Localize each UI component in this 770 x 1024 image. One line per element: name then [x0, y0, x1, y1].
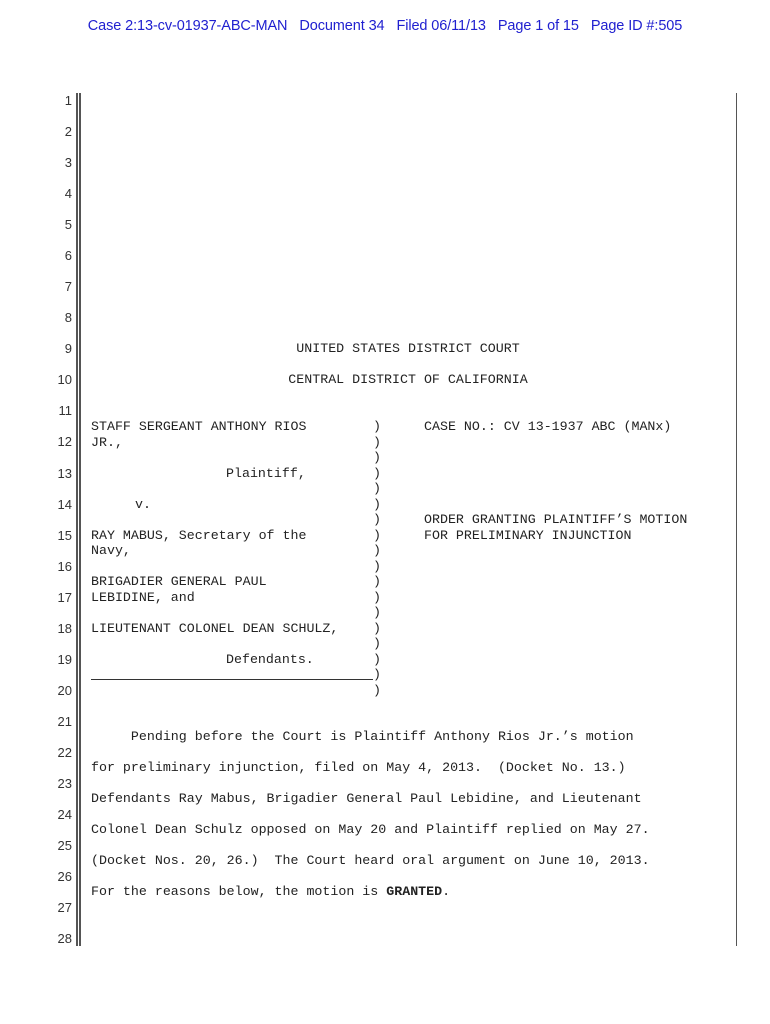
line-number: 18: [57, 621, 72, 636]
court-name: UNITED STATES DISTRICT COURT: [296, 341, 520, 356]
order-title-line-1: ORDER GRANTING PLAINTIFF’S MOTION: [424, 512, 688, 527]
plaintiff-label: Plaintiff,: [226, 466, 306, 481]
case-header: [0, 18, 770, 34]
line-number: 10: [57, 372, 72, 387]
defendant-1-line-1: RAY MABUS, Secretary of the: [91, 528, 307, 543]
caption-paren: ): [373, 589, 381, 605]
line-number: 27: [57, 900, 72, 915]
page-id: Page ID #:505: [590, 18, 683, 34]
court-district: CENTRAL DISTRICT OF CALIFORNIA: [288, 372, 528, 387]
case-number-caption: CASE NO.: CV 13-1937 ABC (MANx): [424, 419, 672, 434]
caption-paren: ): [373, 651, 381, 667]
plaintiff-name-line-2: JR.,: [91, 435, 123, 450]
caption-paren: ): [373, 636, 381, 651]
defendant-2-line-2: LEBIDINE, and: [91, 590, 195, 605]
defendant-1-line-2: Navy,: [91, 543, 131, 558]
caption-paren: ): [373, 512, 381, 527]
caption-paren: ): [373, 496, 381, 512]
line-number: 19: [57, 652, 72, 667]
line-number: 13: [57, 466, 72, 481]
body-line-4: Colonel Dean Schulz opposed on May 20 and Plaintiff replied on May 27.: [91, 822, 650, 837]
defendant-3: LIEUTENANT COLONEL DEAN SCHULZ,: [91, 621, 339, 636]
line-number: 26: [57, 869, 72, 884]
line-number: 15: [57, 528, 72, 543]
plaintiff-name-line-1: STAFF SERGEANT ANTHONY RIOS: [91, 419, 307, 434]
line-number: 4: [64, 186, 72, 201]
page-count: Page 1 of 15: [497, 18, 579, 34]
line-number: 3: [64, 155, 72, 170]
document-number: Document 34: [299, 18, 385, 34]
line-number: 8: [64, 310, 72, 325]
caption-paren: ): [373, 574, 381, 589]
line-number: 14: [57, 497, 72, 512]
caption-paren: ): [373, 667, 381, 682]
body-line-6-text: For the reasons below, the motion is: [91, 884, 387, 899]
caption-paren: ): [373, 558, 381, 574]
left-margin-rule: [76, 93, 78, 946]
line-number: 2: [64, 124, 72, 139]
caption-paren: ): [373, 682, 381, 698]
caption-underline: [91, 679, 373, 680]
line-number: 7: [64, 279, 72, 294]
line-number: 20: [57, 683, 72, 698]
caption-paren: ): [373, 419, 381, 434]
line-number: 12: [57, 434, 72, 449]
line-number: 5: [64, 217, 72, 232]
caption-paren: ): [373, 465, 381, 481]
caption-paren: ): [373, 605, 381, 620]
line-number: 23: [57, 776, 72, 791]
line-number: 21: [57, 714, 72, 729]
line-number: 11: [58, 403, 72, 418]
line-number: 6: [64, 248, 72, 263]
left-margin-rule-inner: [79, 93, 81, 946]
body-line-6: [91, 884, 450, 899]
caption-paren: ): [373, 620, 381, 636]
body-line-1: Pending before the Court is Plaintiff Anthony Rios Jr.’s motion: [91, 729, 634, 744]
defendant-2-line-1: BRIGADIER GENERAL PAUL: [91, 574, 267, 589]
line-number: 9: [64, 341, 72, 356]
line-number: 17: [57, 590, 72, 605]
caption-paren: ): [373, 543, 381, 558]
filed-date: Filed 06/11/13: [396, 18, 486, 34]
caption-paren: ): [373, 527, 381, 543]
right-margin-rule: [736, 93, 737, 946]
line-number: 24: [57, 807, 72, 822]
order-title-line-2: FOR PRELIMINARY INJUNCTION: [424, 528, 632, 543]
line-number: 16: [57, 559, 72, 574]
caption-paren: ): [373, 450, 381, 465]
caption-paren: ): [373, 434, 381, 450]
line-number: 28: [57, 931, 72, 946]
versus: v.: [135, 497, 151, 512]
line-number: 25: [57, 838, 72, 853]
case-number: Case 2:13-cv-01937-ABC-MAN: [87, 18, 288, 34]
defendants-label: Defendants.: [226, 652, 314, 667]
body-line-3: Defendants Ray Mabus, Brigadier General Paul Lebidine, and Lieutenant: [91, 791, 642, 806]
caption-paren: ): [373, 481, 381, 496]
granted-text: GRANTED: [386, 884, 443, 899]
body-line-2: for preliminary injunction, filed on May 4, 2013. (Docket No. 13.): [91, 760, 626, 775]
body-line-5: (Docket Nos. 20, 26.) The Court heard oral argument on June 10, 2013.: [91, 853, 650, 868]
body-line-6-period: .: [442, 884, 451, 899]
line-number: 22: [57, 745, 72, 760]
line-number: 1: [64, 93, 72, 108]
